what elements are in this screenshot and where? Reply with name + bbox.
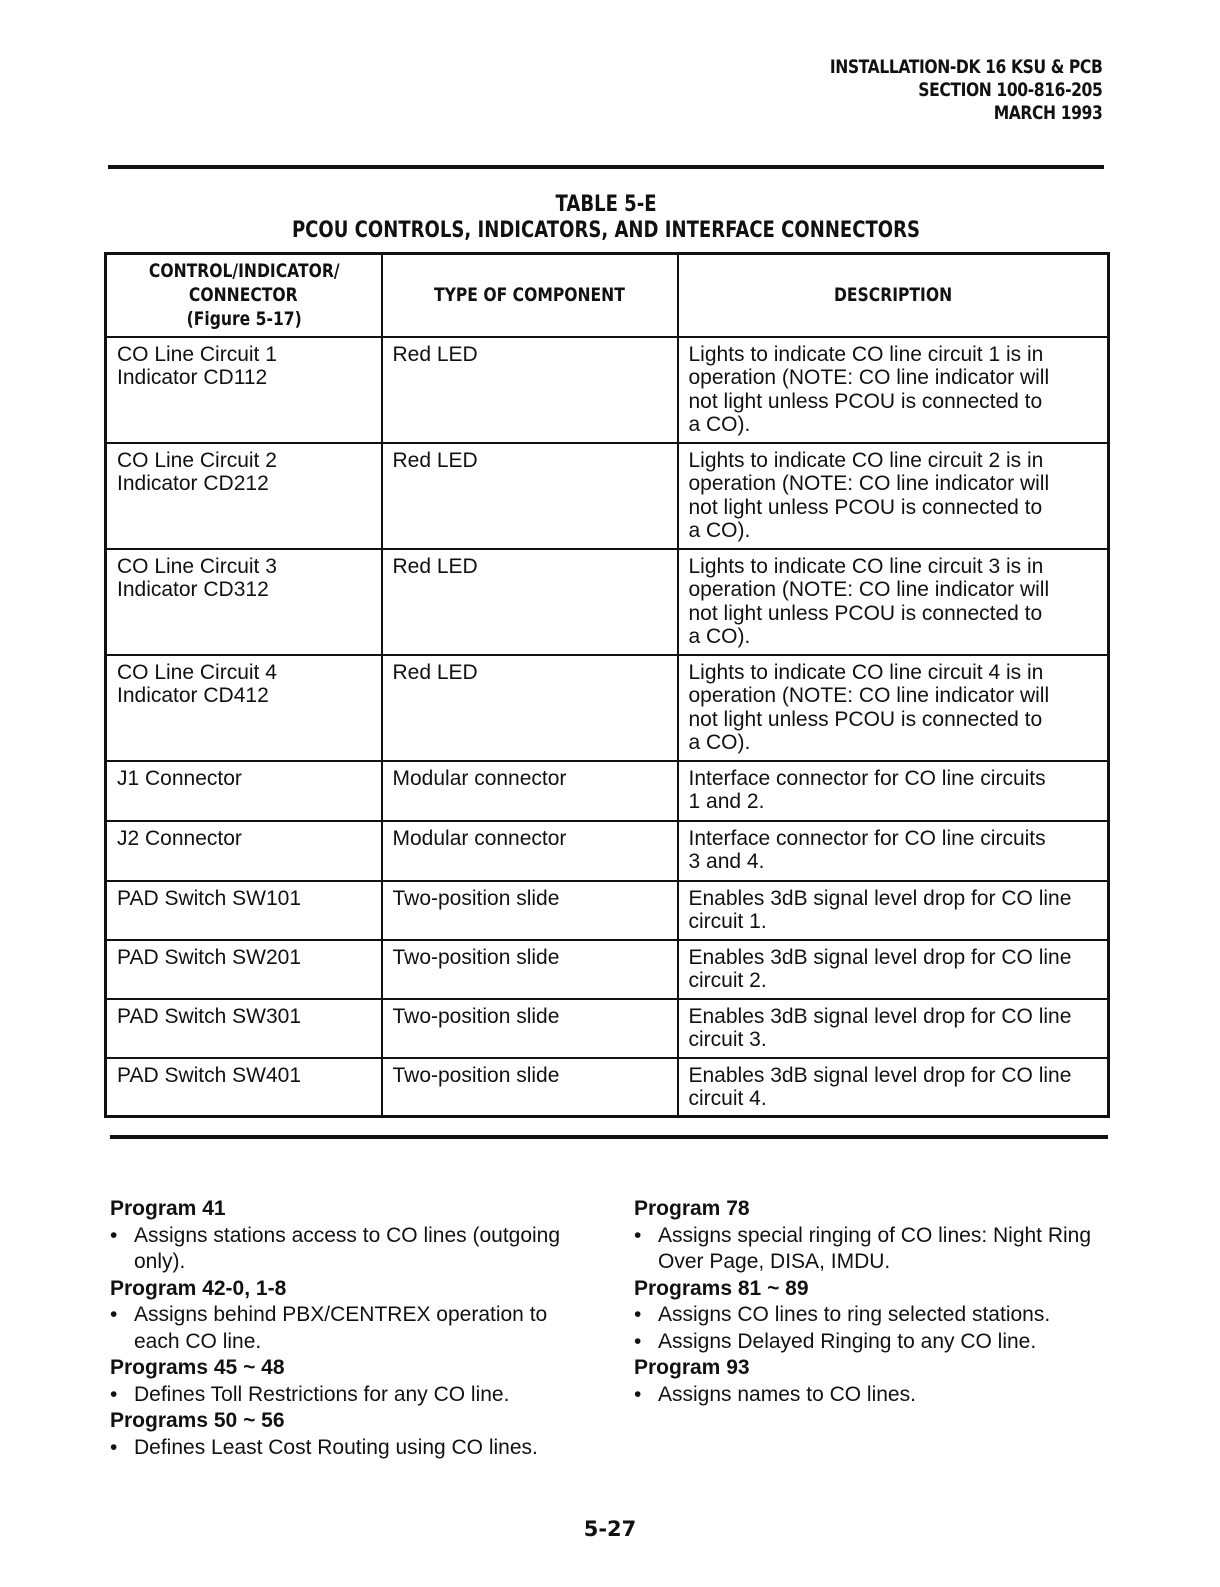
header-control — [106, 254, 382, 337]
program-bullet-line: Defines Toll Restrictions for any CO line. — [134, 1382, 510, 1406]
cell-description-line: not light unless PCOU is connected to — [688, 495, 1043, 519]
cell-description — [678, 999, 1109, 1058]
cell-description-line: Interface connector for CO line circuits — [688, 766, 1046, 790]
table-row — [106, 821, 1109, 881]
program-title: Programs 50 ~ 56 — [110, 1409, 285, 1432]
cell-description-line: Interface connector for CO line circuits — [688, 826, 1046, 850]
cell-description — [678, 549, 1109, 655]
cell-control-line: J1 Connector — [117, 766, 242, 790]
table-row — [106, 655, 1109, 761]
cell-description-line: not light unless PCOU is connected to — [688, 601, 1043, 625]
cell-description-line: a CO). — [688, 413, 751, 436]
cell-control — [106, 821, 382, 881]
cell-type: Red LED — [382, 337, 678, 443]
cell-control-line: PAD Switch SW201 — [117, 945, 302, 969]
cell-description — [678, 1058, 1109, 1117]
program-bullet-line: Assigns Delayed Ringing to any CO line. — [658, 1329, 1037, 1353]
bullet-icon: • — [634, 1329, 642, 1353]
table-row — [106, 549, 1109, 655]
programs-right-column — [634, 1196, 1114, 1408]
program-bullet-line: Assigns behind PBX/CENTREX operation to — [134, 1303, 548, 1326]
cell-description-line: circuit 1. — [688, 910, 767, 933]
bullet-icon: • — [110, 1303, 118, 1326]
program-bullet — [634, 1223, 1114, 1276]
header-section: SECTION 100-816-205 — [917, 79, 1102, 101]
cell-control — [106, 1058, 382, 1117]
cell-control — [106, 999, 382, 1058]
table-row — [106, 443, 1109, 549]
cell-description — [678, 940, 1109, 999]
cell-control — [106, 940, 382, 999]
cell-description-line: a CO). — [688, 731, 751, 754]
cell-type: Modular connector — [382, 821, 678, 881]
document-header — [829, 56, 1102, 125]
cell-control-line: PAD Switch SW301 — [117, 1004, 302, 1028]
program-title: Program 42-0, 1-8 — [110, 1276, 287, 1300]
cell-description-line: 3 and 4. — [688, 850, 765, 873]
cell-control-line: Indicator CD112 — [117, 366, 268, 389]
table-row — [106, 337, 1109, 443]
table-header-row — [106, 254, 1109, 337]
program-bullet — [110, 1302, 590, 1355]
header-type: TYPE OF COMPONENT — [382, 254, 678, 337]
bullet-icon: • — [110, 1223, 118, 1247]
cell-description-line: a CO). — [688, 625, 751, 648]
header-control-line: CONNECTOR — [189, 284, 299, 307]
table-title — [108, 192, 1104, 244]
cell-type: Modular connector — [382, 761, 678, 821]
bullet-icon: • — [110, 1382, 118, 1406]
cell-control-line: Indicator CD212 — [117, 472, 269, 495]
cell-control-line: J2 Connector — [117, 826, 242, 850]
program-bullet-line: Assigns names to CO lines. — [658, 1382, 916, 1406]
cell-description-line: operation (NOTE: CO line indicator will — [688, 684, 1050, 707]
programs-left-column — [110, 1196, 590, 1461]
header-control-line: (Figure 5-17) — [186, 308, 302, 331]
cell-control-line: PAD Switch SW401 — [117, 1063, 302, 1087]
cell-type: Red LED — [382, 549, 678, 655]
cell-description-line: Lights to indicate CO line circuit 1 is in — [688, 342, 1044, 366]
cell-description-line: circuit 2. — [688, 969, 767, 992]
cell-description-line: Lights to indicate CO line circuit 2 is in — [688, 448, 1044, 472]
page-number: 5-27 — [583, 1517, 637, 1541]
cell-description-line: Enables 3dB signal level drop for CO line — [688, 886, 1072, 910]
table-caption: PCOU CONTROLS, INDICATORS, AND INTERFACE CONNECTORS — [291, 218, 921, 243]
cell-control — [106, 443, 382, 549]
cell-type: Two-position slide — [382, 999, 678, 1058]
header-date: MARCH 1993 — [993, 102, 1102, 124]
program-bullet-line: Assigns CO lines to ring selected stations. — [658, 1303, 1051, 1326]
program-bullet-line: each CO line. — [134, 1329, 262, 1353]
cell-type: Two-position slide — [382, 1058, 678, 1117]
cell-description-line: Enables 3dB signal level drop for CO line — [688, 1063, 1072, 1087]
program-bullet — [110, 1382, 590, 1409]
program-bullet — [634, 1302, 1114, 1329]
cell-description-line: Enables 3dB signal level drop for CO line — [688, 945, 1072, 969]
cell-description-line: operation (NOTE: CO line indicator will — [688, 578, 1050, 601]
cell-type: Two-position slide — [382, 940, 678, 999]
cell-control-line: CO Line Circuit 2 — [117, 448, 277, 472]
cell-control — [106, 881, 382, 940]
table-number: TABLE 5-E — [555, 192, 657, 217]
bottom-rule — [110, 1135, 1108, 1139]
cell-type: Two-position slide — [382, 881, 678, 940]
cell-description — [678, 821, 1109, 881]
program-bullet-line: Defines Least Cost Routing using CO lines. — [134, 1435, 538, 1459]
table-row — [106, 999, 1109, 1058]
program-bullet-line: Assigns special ringing of CO lines: Night Ring — [658, 1223, 1092, 1247]
cell-control-line: PAD Switch SW101 — [117, 886, 302, 910]
cell-control — [106, 337, 382, 443]
cell-description-line: not light unless PCOU is connected to — [688, 389, 1043, 413]
program-bullet — [110, 1435, 590, 1462]
table-row — [106, 761, 1109, 821]
cell-control-line: CO Line Circuit 1 — [117, 342, 277, 366]
cell-description-line: Lights to indicate CO line circuit 4 is in — [688, 660, 1044, 684]
table-row — [106, 881, 1109, 940]
cell-description — [678, 443, 1109, 549]
cell-description-line: circuit 3. — [688, 1028, 767, 1051]
header-control-line: CONTROL/INDICATOR/ — [148, 260, 340, 283]
cell-description-line: operation (NOTE: CO line indicator will — [688, 366, 1050, 389]
table-row — [106, 940, 1109, 999]
program-bullet-line: Assigns stations access to CO lines (outgoing — [134, 1223, 561, 1247]
program-bullet — [634, 1382, 1114, 1409]
cell-description — [678, 337, 1109, 443]
cell-control — [106, 655, 382, 761]
cell-control-line: CO Line Circuit 4 — [117, 660, 277, 684]
cell-control-line: Indicator CD312 — [117, 578, 269, 601]
header-description: DESCRIPTION — [678, 254, 1109, 337]
program-bullet — [110, 1223, 590, 1276]
cell-description-line: operation (NOTE: CO line indicator will — [688, 472, 1050, 495]
cell-control-line: CO Line Circuit 3 — [117, 554, 277, 578]
cell-control — [106, 549, 382, 655]
cell-description-line: not light unless PCOU is connected to — [688, 707, 1043, 731]
program-bullet — [634, 1329, 1114, 1356]
cell-description — [678, 761, 1109, 821]
program-title: Program 93 — [634, 1356, 750, 1379]
program-title: Program 78 — [634, 1197, 750, 1220]
header-title: INSTALLATION-DK 16 KSU & PCB — [829, 56, 1102, 78]
top-rule — [108, 165, 1104, 169]
cell-control — [106, 761, 382, 821]
cell-description — [678, 655, 1109, 761]
program-bullet-line: Over Page, DISA, IMDU. — [658, 1250, 891, 1273]
cell-control-line: Indicator CD412 — [117, 684, 269, 707]
bullet-icon: • — [634, 1303, 642, 1326]
cell-type: Red LED — [382, 655, 678, 761]
bullet-icon: • — [634, 1382, 642, 1406]
program-bullet-line: only). — [134, 1250, 186, 1273]
program-title: Programs 81 ~ 89 — [634, 1276, 809, 1300]
program-title: Program 41 — [110, 1197, 226, 1220]
table-row — [106, 1058, 1109, 1117]
cell-type: Red LED — [382, 443, 678, 549]
cell-description-line: 1 and 2. — [688, 790, 765, 813]
cell-description — [678, 881, 1109, 940]
bullet-icon: • — [634, 1223, 642, 1247]
cell-description-line: Enables 3dB signal level drop for CO line — [688, 1004, 1072, 1028]
pcou-table — [104, 252, 1110, 1118]
cell-description-line: a CO). — [688, 519, 751, 542]
cell-description-line: Lights to indicate CO line circuit 3 is in — [688, 554, 1044, 578]
bullet-icon: • — [110, 1435, 118, 1459]
cell-description-line: circuit 4. — [688, 1087, 767, 1110]
program-title: Programs 45 ~ 48 — [110, 1356, 285, 1379]
